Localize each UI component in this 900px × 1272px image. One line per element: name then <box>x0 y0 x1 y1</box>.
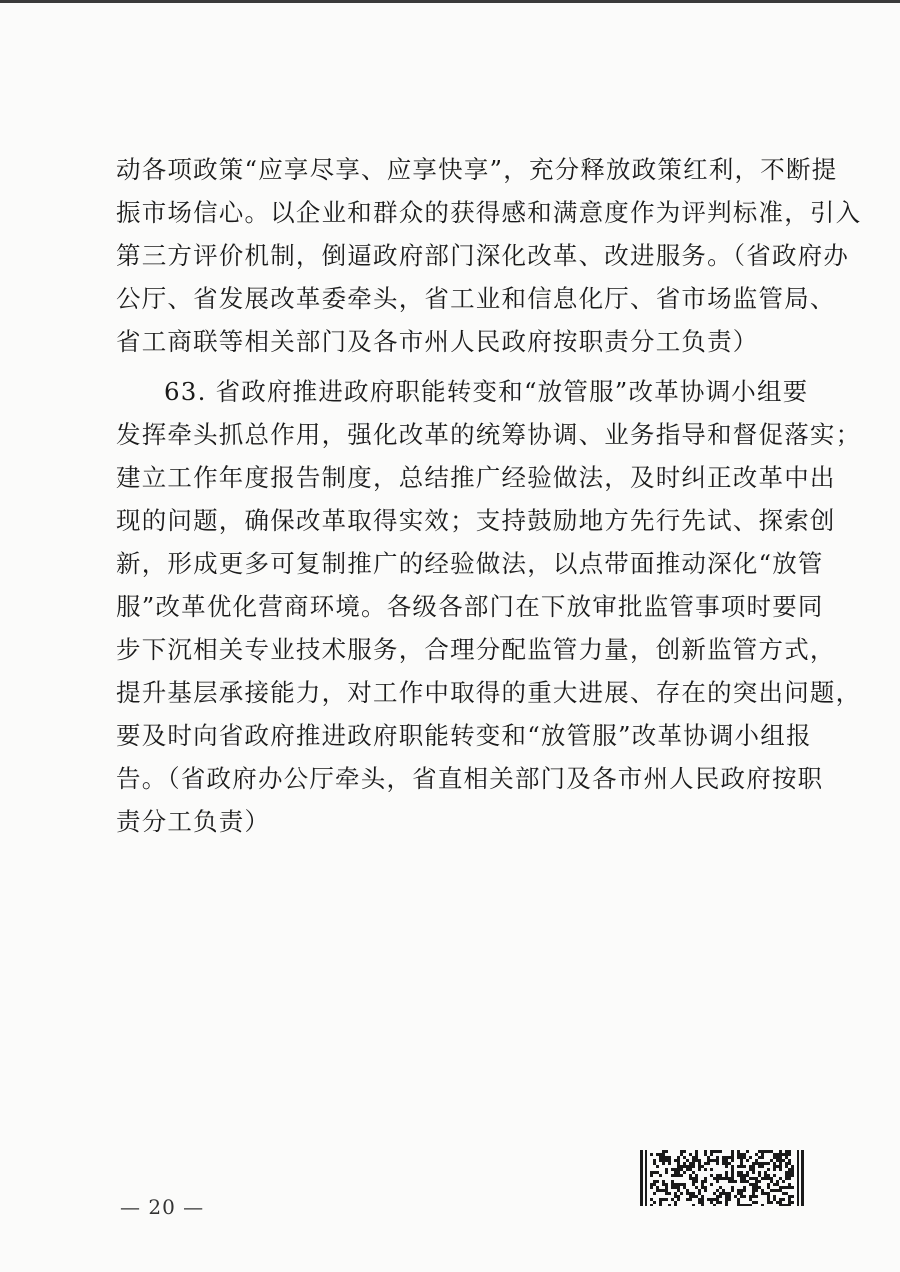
text-line-5: 省工商联等相关部门及各市州人民政府按职责分工负责） <box>116 327 759 356</box>
text-line-2: 振市场信心。以企业和群众的获得感和满意度作为评判标准，引入 <box>116 198 862 227</box>
text-line-3: 第三方评价机制，倒逼政府部门深化改革、改进服务。（省政府办 <box>116 241 850 270</box>
text-line-4: 公厅、省发展改革委牵头，省工业和信息化厅、省市场监管局、 <box>116 284 836 313</box>
text-line-8: 建立工作年度报告制度，总结推广经验做法，及时纠正改革中出 <box>116 463 836 492</box>
page-number: — 20 — <box>120 1195 205 1219</box>
barcode-icon <box>640 1150 804 1206</box>
text-line-16: 责分工负责） <box>116 807 271 836</box>
text-line-15: 告。（省政府办公厅牵头，省直相关部门及各市州人民政府按职 <box>116 764 824 793</box>
text-line-12: 步下沉相关专业技术服务，合理分配监管力量，创新监管方式， <box>116 635 836 664</box>
text-line-14: 要及时向省政府推进政府职能转变和“放管服”改革协调小组报 <box>116 721 812 750</box>
scan-top-edge <box>0 0 900 3</box>
text-line-10: 新，形成更多可复制推广的经验做法，以点带面推动深化“放管 <box>116 549 824 578</box>
text-line-1: 动各项政策“应享尽享、应享快享”，充分释放政策红利，不断提 <box>116 155 838 184</box>
text-line-6: 63. 省政府推进政府职能转变和“放管服”改革协调小组要 <box>164 377 809 406</box>
text-line-9: 现的问题，确保改革取得实效；支持鼓励地方先行先试、探索创 <box>116 506 836 535</box>
text-line-11: 服”改革优化营商环境。各级各部门在下放审批监管事项时要同 <box>116 592 824 621</box>
text-line-7: 发挥牵头抓总作用，强化改革的统筹协调、业务指导和督促落实； <box>116 420 862 449</box>
text-line-13: 提升基层承接能力，对工作中取得的重大进展、存在的突出问题， <box>116 678 862 707</box>
